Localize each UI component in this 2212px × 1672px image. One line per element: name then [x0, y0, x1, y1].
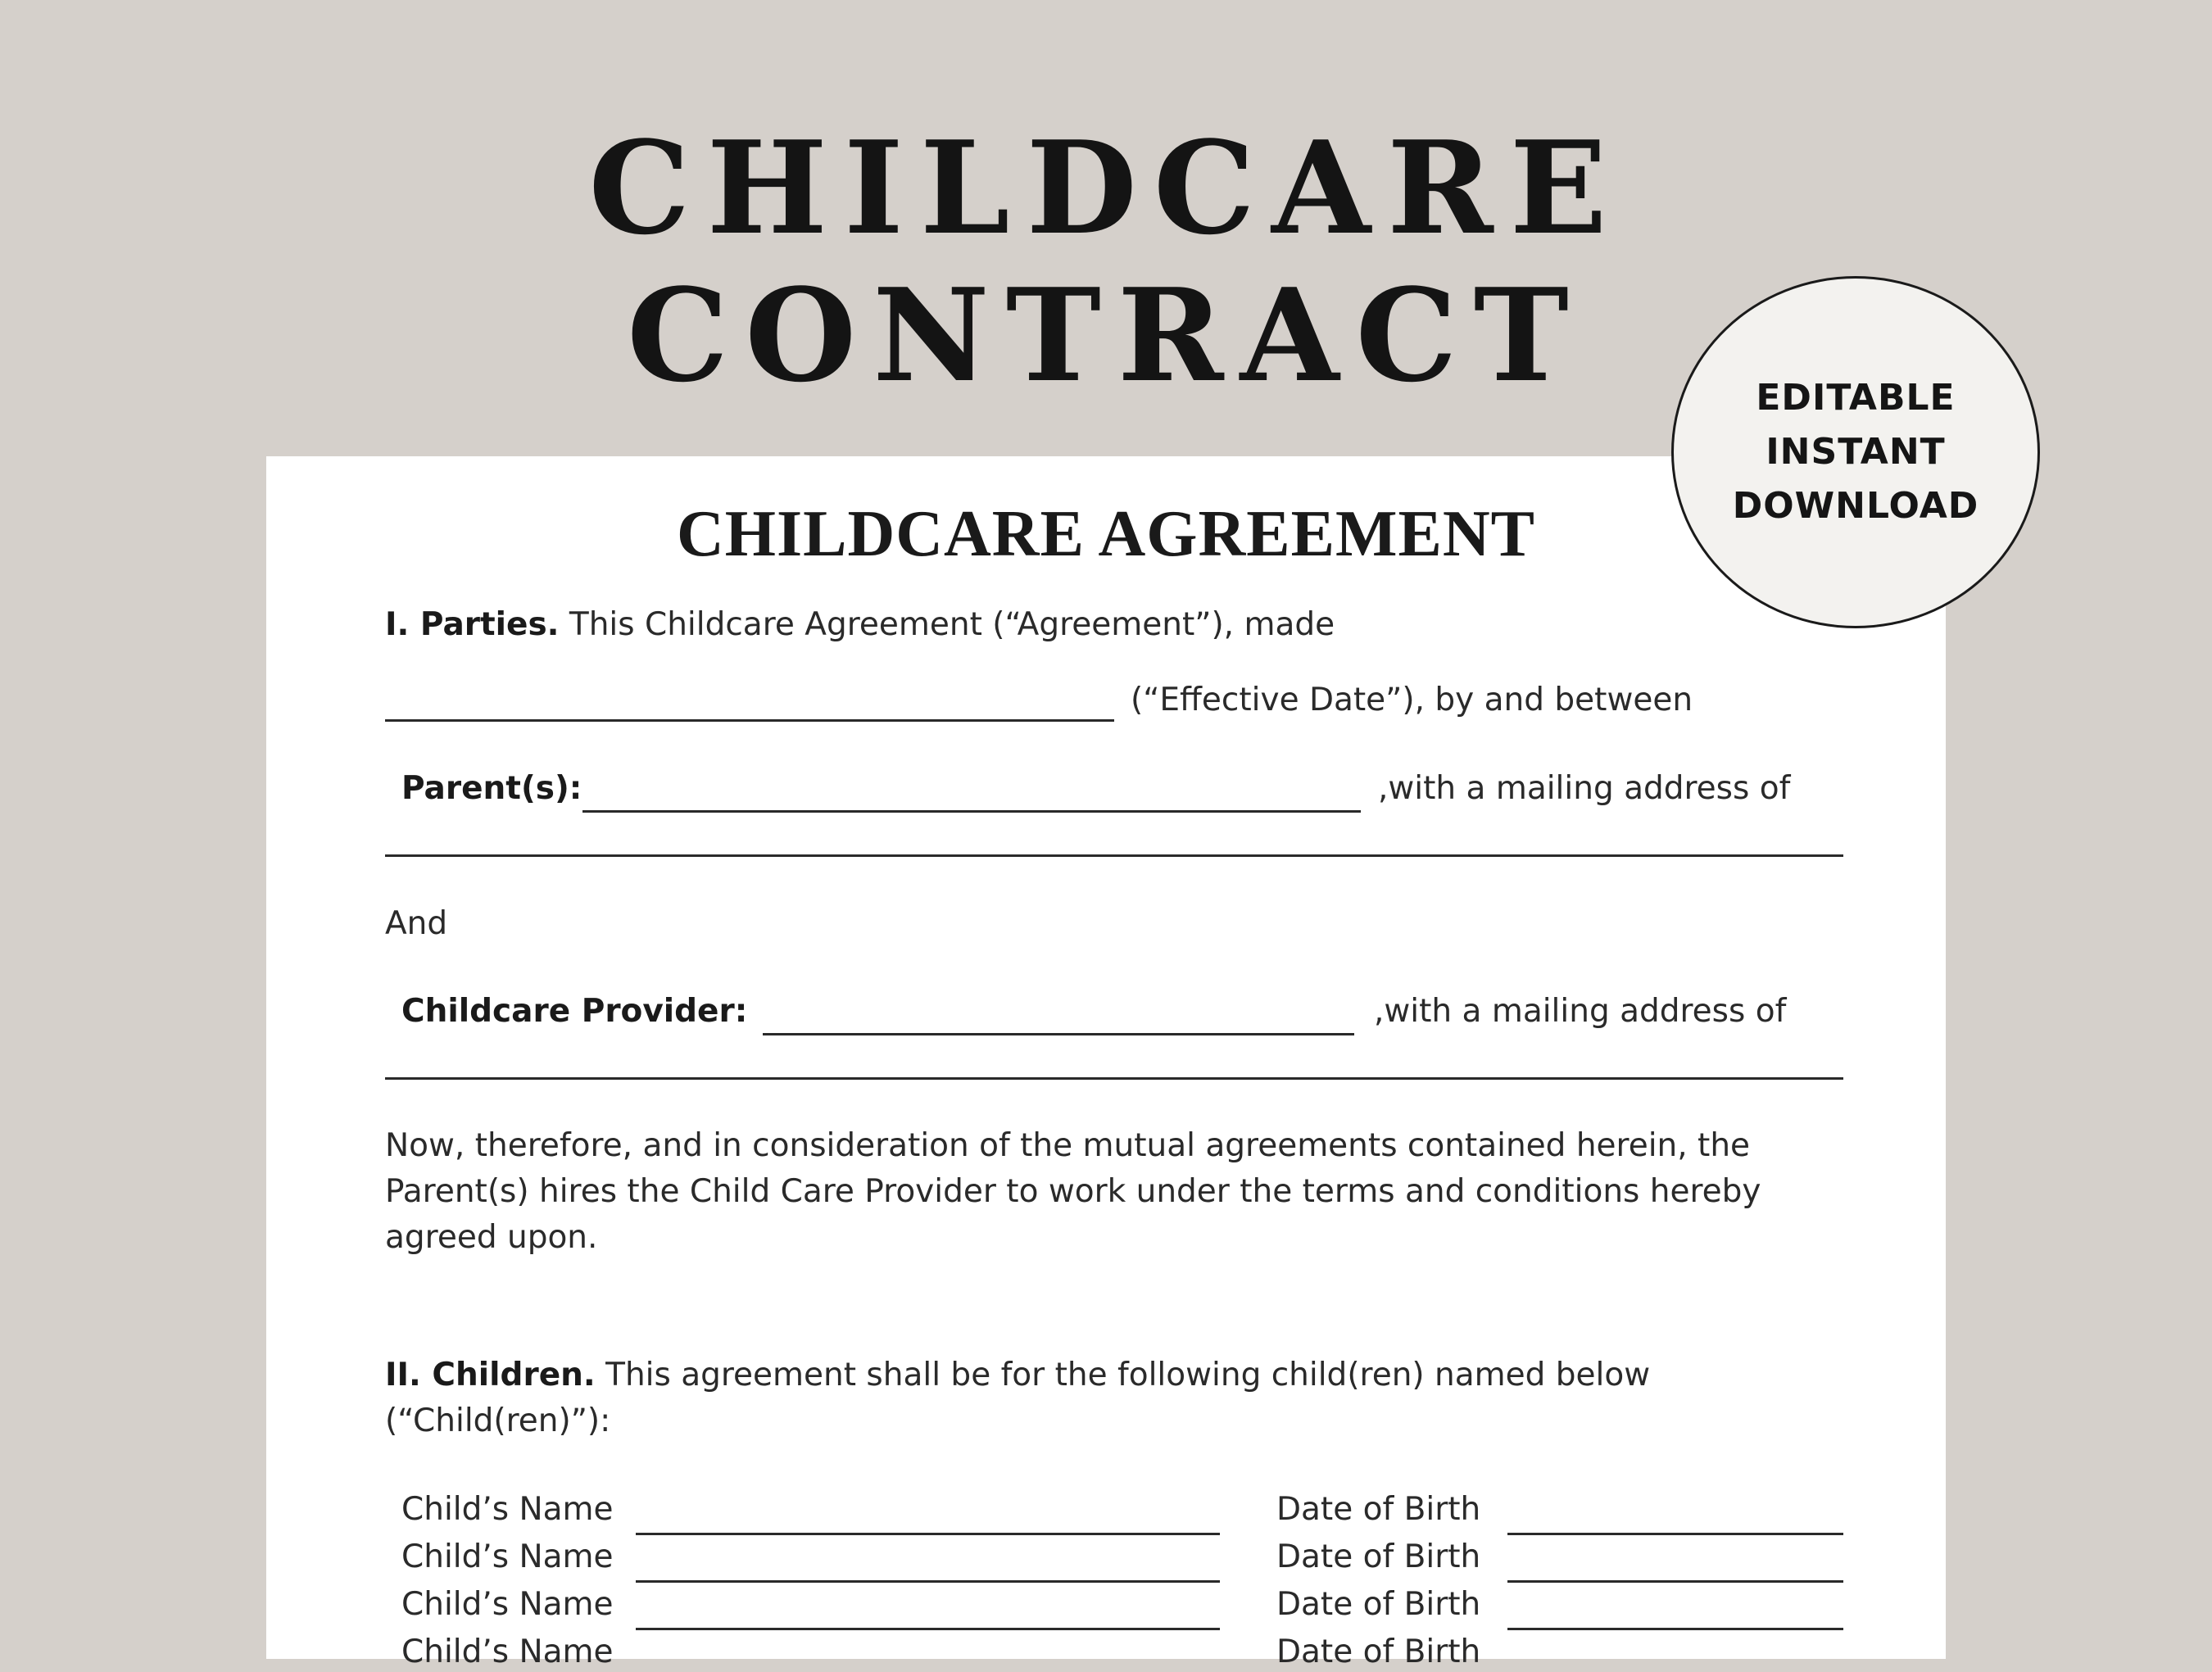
child-dob-label: Date of Birth	[1276, 1491, 1481, 1528]
effective-date-suffix: (“Effective Date”), by and between	[1131, 682, 1693, 718]
children-text: This agreement shall be for the following child(ren) named below (“Child(ren)”):	[385, 1357, 1651, 1439]
child-dob-field[interactable]	[1507, 1533, 1843, 1535]
badge-line-editable: EDITABLE	[1756, 377, 1956, 419]
child-name-label: Child’s Name	[401, 1538, 614, 1575]
parties-heading: I. Parties.	[385, 606, 560, 643]
child-dob-label: Date of Birth	[1276, 1633, 1481, 1670]
parties-intro	[385, 606, 1335, 645]
child-dob-field[interactable]	[1507, 1580, 1843, 1583]
child-name-field[interactable]	[636, 1580, 1220, 1583]
parent-label: Parent(s):	[401, 770, 582, 807]
child-dob-field[interactable]	[1507, 1628, 1843, 1630]
provider-name-field[interactable]	[763, 1033, 1354, 1035]
effective-date-field[interactable]	[385, 719, 1114, 722]
parties-text: This Childcare Agreement (“Agreement”), made	[569, 606, 1335, 643]
parent-mailing-suffix: ,with a mailing address of	[1378, 770, 1791, 807]
consideration-paragraph: Now, therefore, and in consideration of the mutual agreements contained herein, the Parent(s) hires the Child Care Provider to work under the terms and conditions hereby agreed upon.	[385, 1127, 1761, 1256]
children-heading: II. Children.	[385, 1357, 596, 1393]
child-dob-label: Date of Birth	[1276, 1538, 1481, 1575]
child-name-field[interactable]	[636, 1533, 1220, 1535]
children-intro	[385, 1353, 1852, 1444]
child-name-label: Child’s Name	[401, 1491, 614, 1528]
badge-line-instant: INSTANT	[1766, 431, 1946, 473]
provider-address-field[interactable]	[385, 1077, 1843, 1080]
hero-title-line-1: CHILDCARE	[588, 113, 1624, 263]
provider-label: Childcare Provider:	[401, 993, 748, 1030]
editable-download-badge	[1671, 276, 2040, 628]
badge-line-download: DOWNLOAD	[1732, 485, 1979, 527]
provider-mailing-suffix: ,with a mailing address of	[1374, 993, 1787, 1030]
and-text: And	[385, 905, 448, 942]
child-name-label: Child’s Name	[401, 1586, 614, 1623]
parent-name-field[interactable]	[582, 810, 1361, 813]
parent-address-field[interactable]	[385, 854, 1843, 857]
child-dob-label: Date of Birth	[1276, 1586, 1481, 1623]
child-name-field[interactable]	[636, 1628, 1220, 1630]
hero-title-line-2: CONTRACT	[627, 261, 1585, 410]
contract-document	[266, 456, 1946, 1670]
document-title: CHILDCARE AGREEMENT	[676, 498, 1536, 570]
child-name-label: Child’s Name	[401, 1633, 614, 1670]
